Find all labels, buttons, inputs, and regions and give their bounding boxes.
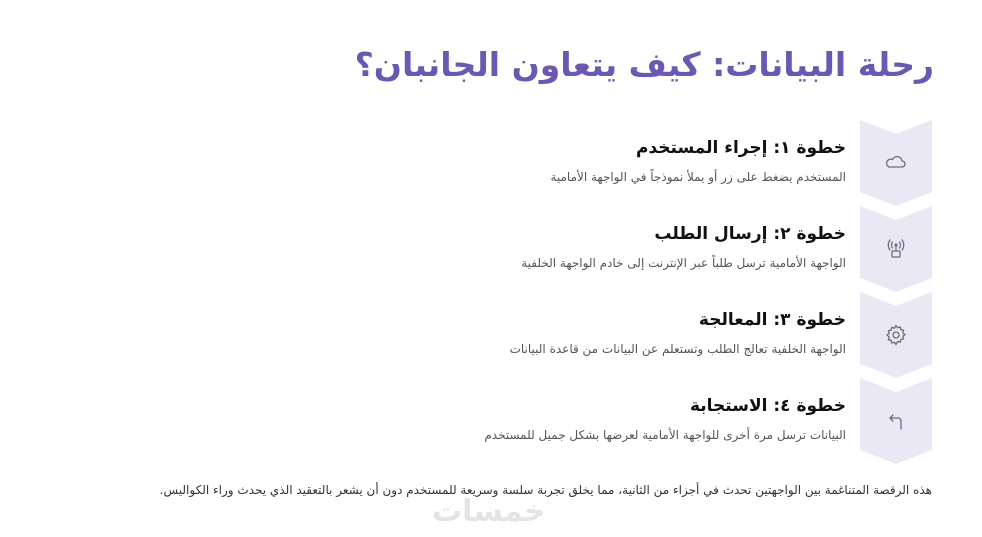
step-2-title: خطوة ٢: إرسال الطلب	[654, 224, 846, 244]
page-title: رحلة البيانات: كيف يتعاون الجانبان؟	[354, 45, 934, 84]
antenna-icon	[884, 237, 908, 261]
step-4	[0, 378, 982, 464]
step-3-title: خطوة ٣: المعالجة	[698, 310, 846, 330]
step-3-description: الواجهة الخلفية تعالج الطلب وتستعلم عن البيانات من قاعدة البيانات	[509, 342, 846, 356]
footer-note: هذه الرقصة المتناغمة بين الواجهتين تحدث في أجزاء من الثانية، مما يخلق تجربة سلسة وسريعة للمستخدم دون أن يشعر بالتعقيد الذي يحدث وراء الكواليس.	[159, 483, 932, 497]
step-4-description: البيانات ترسل مرة أخرى للواجهة الأمامية لعرضها بشكل جميل للمستخدم	[484, 428, 846, 442]
step-4-chevron	[860, 378, 932, 464]
step-2	[0, 206, 982, 292]
return-arrow-icon	[884, 409, 908, 433]
step-4-title: خطوة ٤: الاستجابة	[689, 396, 846, 416]
step-1	[0, 120, 982, 206]
step-1-title: خطوة ١: إجراء المستخدم	[635, 138, 846, 158]
step-3-chevron	[860, 292, 932, 378]
watermark-logo: خمسات	[432, 494, 546, 529]
cloud-icon	[884, 151, 908, 175]
gear-icon	[884, 323, 908, 347]
step-2-description: الواجهة الأمامية ترسل طلباً عبر الإنترنت إلى خادم الواجهة الخلفية	[521, 256, 846, 270]
step-2-chevron	[860, 206, 932, 292]
step-1-description: المستخدم يضغط على زر أو يملأ نموذجاً في الواجهة الأمامية	[550, 170, 846, 184]
step-3	[0, 292, 982, 378]
step-1-chevron	[860, 120, 932, 206]
